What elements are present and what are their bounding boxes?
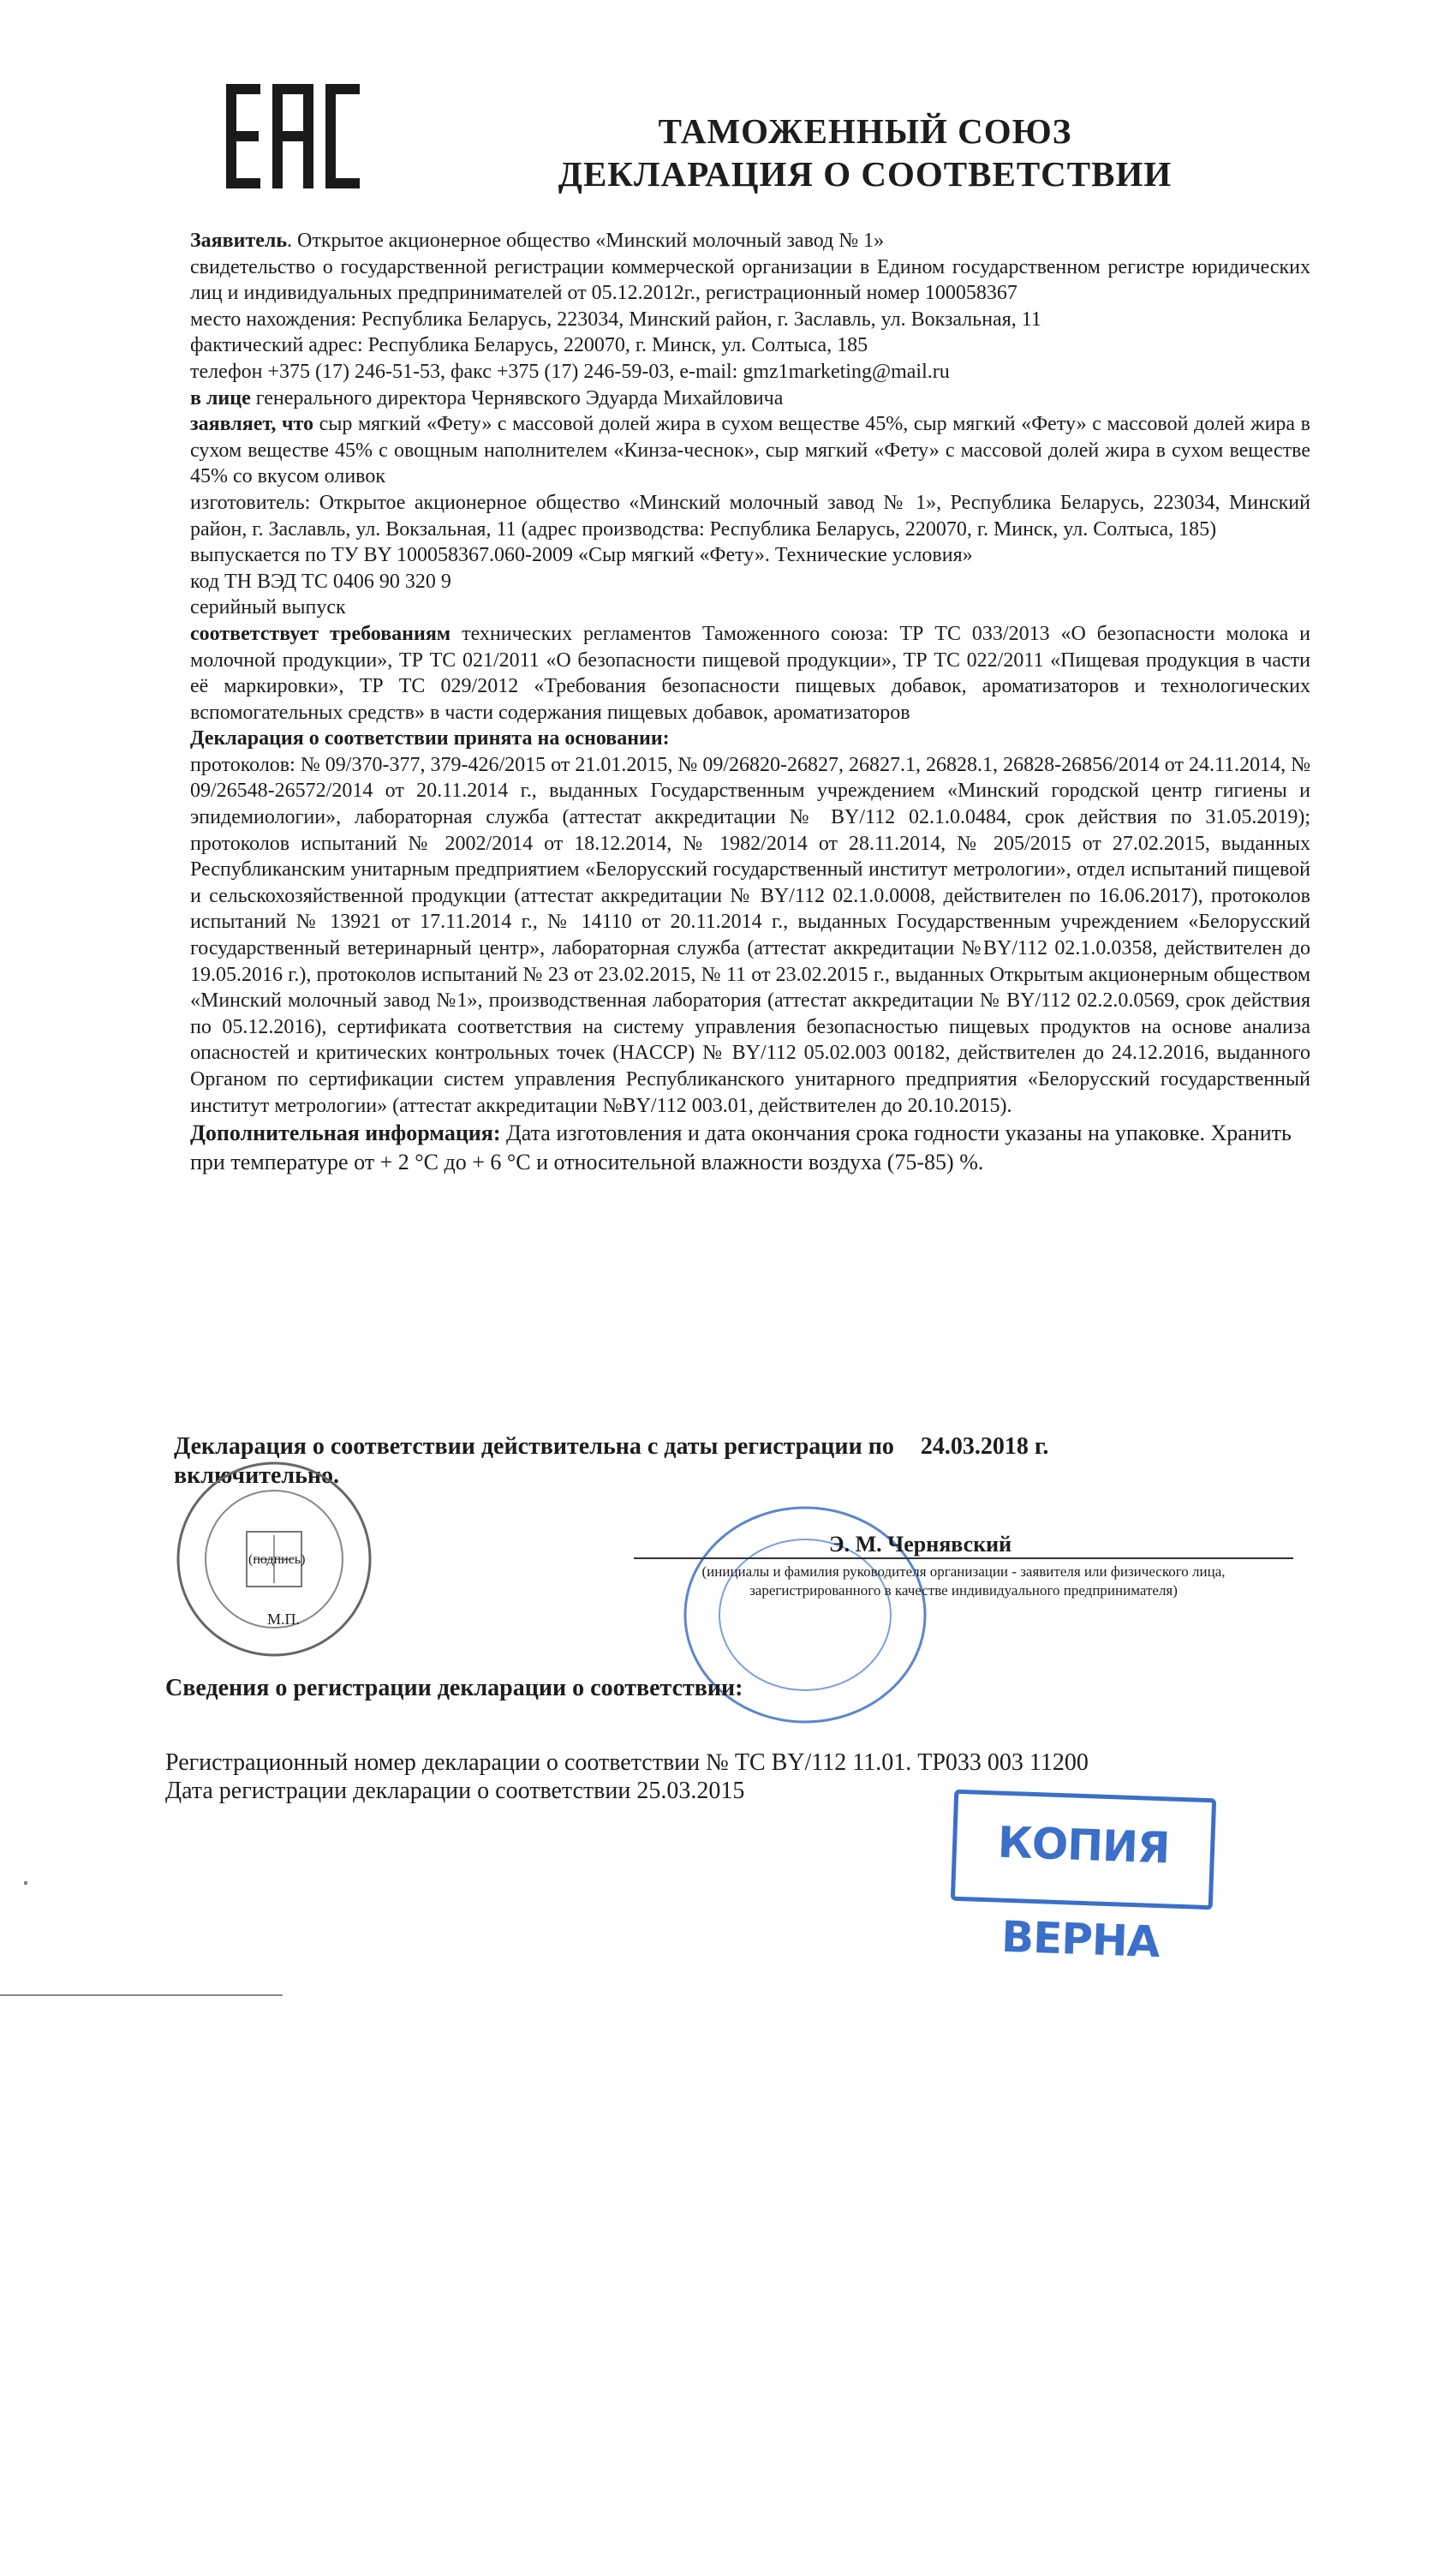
declares-label: заявляет, что <box>190 413 313 436</box>
header-line-2: ДЕКЛАРАЦИЯ О СООТВЕТСТВИИ <box>558 154 1173 194</box>
manufacturer: изготовитель: Открытое акционерное общество «Минский молочный завод № 1», Республика Беларусь, 223034, Минский район, г. Заславль, ул. Вокзальная, 11 (адрес производства: Республика Беларусь, 220070, г. Минск, ул. Солтыса, 185) <box>190 491 1310 541</box>
declares-text: сыр мягкий «Фету» с массовой долей жира в сухом веществе 45%, сыр мягкий «Фету» с массовой долей жира в сухом веществе 45% с овощным наполнителем «Кинза-чеснок», сыр мягкий «Фету» с массовой долей жира в сухом веществе 45% со вкусом оливок <box>190 413 1310 488</box>
applicant-block <box>190 228 1310 254</box>
conforms-block <box>190 621 1310 726</box>
basis-text: протоколов: № 09/370-377, 379-426/2015 от 21.01.2015, № 09/26820-26827, 26827.1, 26828.1, 26828-26856/2014 от 24.11.2014, № 09/26548-26572/2014 от 20.11.2014 г., выданных Государственным учреждением «Минский городской центр гигиены и эпидемиологии», лабораторная служба (аттестат аккредитации № BY/112 02.1.0.0484, срок действия по 31.05.2019); протоколов испытаний № 2002/2014 от 18.12.2014, № 1982/2014 от 28.11.2014, № 205/2015 от 27.02.2015, выданных Республиканским унитарным предприятием «Белорусский государственный институт метрологии», отдел испытаний пищевой и сельскохозяйственной продукции (аттестат аккредитации № BY/112 02.1.0.0008, действителен по 16.06.2017), протоколов испытаний № 13921 от 17.11.2014 г., № 14110 от 20.11.2014 г., выданных Государственным учреждением «Белорусский государственный ветеринарный центр», лабораторная служба (аттестат аккредитации №BY/112 02.1.0.0358, действителен до 19.05.2016 г.), протоколов испытаний № 23 от 23.02.2015, № 11 от 23.02.2015 г., выданных Открытым акционерным обществом «Минский молочный завод №1», производственная лаборатория (аттестат аккредитации № BY/112 02.2.0.0569, срок действия по 05.12.2016), сертификата соответствия на систему управления безопасностью пищевых продуктов на основе анализа опасностей и критических контрольных точек (HACCP) № BY/112 05.02.003 00182, действителен до 24.12.2016, выданного Органом по сертификации систем управления Республиканского унитарного предприятия «Белорусский государственный институт метрологии» (аттестат аккредитации №BY/112 003.01, действителен до 20.10.2015). <box>190 753 1310 1117</box>
serial-production: серийный выпуск <box>190 596 346 619</box>
header-line-1: ТАМОЖЕННЫЙ СОЮЗ <box>658 111 1072 151</box>
signatory-caption: (инициалы и фамилия руководителя организации - заявителя или физического лица, зарегистрированного в качестве индивидуального предпринимателя) <box>701 1563 1226 1599</box>
applicant-label: Заявитель <box>190 230 288 252</box>
represented-person: генерального директора Чернявского Эдуарда Михайловича <box>250 386 784 409</box>
applicant-contacts: телефон +375 (17) 246-51-53, факс +375 (17) 246-59-03, e-mail: gmz1marketing@mail.ru <box>190 360 950 383</box>
signature-line <box>634 1557 1293 1559</box>
conforms-text: технических регламентов Таможенного союза: ТР ТС 033/2013 «О безопасности молока и молочной продукции», ТР ТС 021/2011 «О безопасности пищевой продукции», ТР ТС 022/2011 «Пищевая продукция в части её маркировки», ТР ТС 029/2012 «Требования безопасности пищевых добавок, ароматизаторов и технологических вспомогательных средств» в части содержания пищевых добавок, ароматизаторов <box>190 622 1310 724</box>
represented-label: в лице <box>190 386 251 409</box>
tn-ved-code: код ТН ВЭД ТС 0406 90 320 9 <box>190 570 451 593</box>
signatory-name: Э. М. Чернявский <box>829 1532 1012 1557</box>
applicant-name: . Открытое акционерное общество «Минский молочный завод № 1» <box>287 230 885 252</box>
scan-edge-line <box>0 1994 283 1996</box>
registration-number: Регистрационный номер декларации о соответствии № ТС BY/112 11.01. ТР033 003 11200 <box>165 1749 1089 1776</box>
seal-place-label: М.П. <box>267 1611 301 1628</box>
conforms-label: соответствует требованиям <box>190 622 451 645</box>
additional-info <box>190 1119 1310 1177</box>
declaration-body <box>190 228 1310 1177</box>
document-header <box>480 110 1250 195</box>
registration-date: Дата регистрации декларации о соответствии 25.03.2015 <box>165 1778 745 1804</box>
signature-caption: (подпись) <box>248 1552 306 1567</box>
applicant-location: место нахождения: Республика Беларусь, 223034, Минский район, г. Заславль, ул. Вокзальная, 11 <box>190 308 1041 331</box>
validity-text: Декларация о соответствии действительна с даты регистрации по <box>174 1433 894 1460</box>
validity-date: 24.03.2018 г. <box>920 1433 1049 1460</box>
eac-logo <box>224 82 361 190</box>
additional-text: Дата изготовления и дата окончания срока годности указаны на упаковке. Хранить при температуре от + 2 °С до + 6 °С и относительной влажности воздуха (75-85) %. <box>190 1121 1292 1175</box>
declares-block <box>190 411 1310 490</box>
represented-by <box>190 386 1310 412</box>
additional-label: Дополнительная информация: <box>190 1121 501 1146</box>
produced-under: выпускается по ТУ BY 100058367.060-2009 «Сыр мягкий «Фету». Технические условия» <box>190 544 973 567</box>
applicant-registration: свидетельство о государственной регистрации коммерческой организации в Едином государственном регистре юридических лиц и индивидуальных предпринимателей от 05.12.2012г., регистрационный номер 100058367 <box>190 255 1310 305</box>
copy-verified-stamp: КОПИЯ ВЕРНА <box>951 1790 1216 1910</box>
applicant-actual-address: фактический адрес: Республика Беларусь, 220070, г. Минск, ул. Солтыса, 185 <box>190 334 868 357</box>
basis-label: Декларация о соответствии принята на основании: <box>190 727 670 750</box>
registration-heading: Сведения о регистрации декларации о соответствии: <box>165 1675 743 1701</box>
scan-dot <box>24 1881 27 1885</box>
validity-tail: включительно. <box>174 1462 340 1489</box>
